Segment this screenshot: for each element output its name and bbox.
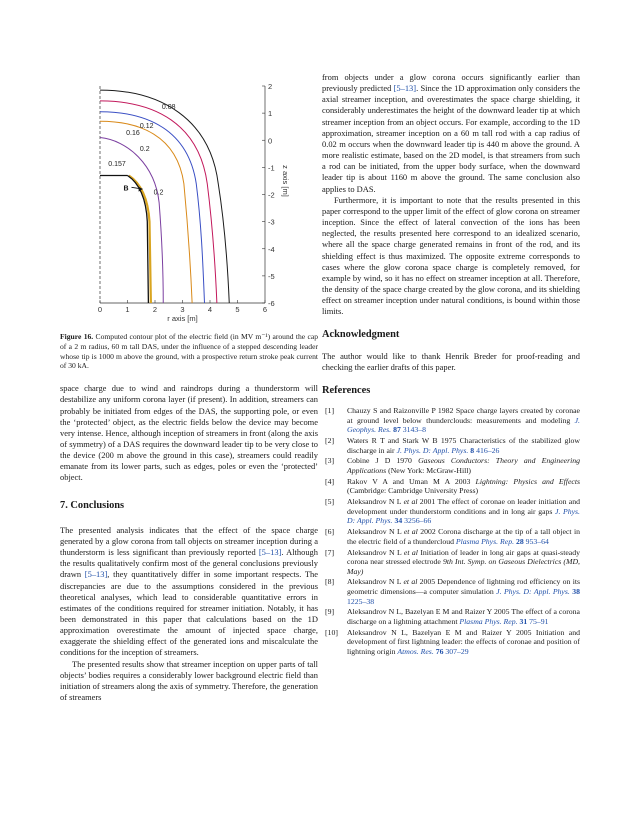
reference-fragment: Aleksandrov N L [347,547,404,557]
device-outline [128,176,149,303]
reference-text [347,406,580,435]
reference-item [322,607,580,626]
section-title-acknowledgment: Acknowledgment [322,329,400,341]
contour-line [100,112,205,303]
reference-link[interactable]: 3256–66 [402,516,432,526]
reference-fragment: Aleksandrov N L [347,527,404,537]
reference-fragment: et al [403,527,418,537]
reference-link[interactable]: 38 [569,587,580,597]
reference-text [347,548,580,577]
reference-link[interactable]: 307–29 [443,647,469,656]
y-tick-label: 2 [268,82,273,91]
reference-item [322,527,580,546]
reference-fragment: et al [403,497,418,507]
reference-text [347,436,580,455]
reference-item [322,477,580,496]
reference-number: [9] [325,607,335,617]
reference-fragment: Rakov V A and Uman M A 2003 [347,476,476,486]
reference-text [347,477,580,496]
reference-text [347,497,580,526]
reference-link[interactable]: Atmos. Res. [397,647,434,656]
x-axis-label: r axis [m] [167,314,198,323]
reference-fragment: 2002 Corona discharge at the tip of a tall object in the electric field of a thundercloud [347,527,581,546]
reference-number: [2] [325,436,335,446]
reference-link[interactable]: 34 [392,516,403,526]
reference-fragment: Gaseous Conductors: Theory and Engineering Applications [347,456,580,475]
reference-link[interactable]: 87 [391,425,401,435]
reference-number: [5] [325,497,335,507]
reference-link[interactable]: 1225–38 [347,596,375,606]
reference-item [322,548,580,577]
contour-plot [60,72,318,330]
reference-link[interactable]: 75–91 [527,617,549,627]
reference-fragment: Aleksandrov N L [347,497,404,507]
reference-fragment: Aleksandrov N L [347,577,404,587]
y-tick-label: -1 [268,163,275,173]
contour-value-label: 0.12 [139,123,154,131]
contour-value-label: 0.157 [108,161,126,169]
y-tick-label: -2 [268,190,275,200]
reference-link[interactable]: J. Geophys. Res. [347,415,580,435]
reference-text [347,527,580,546]
right-paragraph-2: Furthermore, it is important to note that the results presented in this paper correspond to the upper limit of the effect of glow corona on streamer inception. Since the effect of lateral convection of the ions has been neglected, the results presented here correspond to an idealized scenario, where all the space charge generated remains in front of the rod, and its shielding effect is thus maximized. The opposite extreme corresponds to cases where the glow corona space charge is completely removed, for example by wind, so it has no effect on streamer inception at all. Therefore, the density of the space charge created by the glow corona, and its shielding effect on streamer inception under natural conditions, is bound within those limits. [322,194,580,317]
reference-link[interactable]: Plasma Phys. Rep. [455,536,515,546]
figure-caption [60,332,318,371]
left-paragraph-2: The presented analysis indicates that the effect of the space charge generated by a glow corona from tall objects on streamer inception during a thunderstorm is less significant than previously reported [5–13]. Although the results qualitatively confirm most of the general conclusions previously drawn [5–13], they quantitatively differ in some important respects. The discrepancies are due to the assumptions considered in the previous theoretical analyses, which lead to considerable quantitative errors in estimates of the conditions required for streamer initiation. Notably, it has been demonstrated in this paper that calculations based on the 1D approximation overestimate the amount of injected space charge, exaggerate the shielding effect of the generated ions and miscalculate the conditions for the inception of streamers. [60,524,318,658]
reference-number: [8] [325,577,335,587]
x-tick-label: 3 [180,305,185,314]
reference-fragment: Chauzy S and Raizonville P 1982 Space charge layers created by coronae at ground level below thunderclouds: measurements and modeling [347,406,580,425]
reference-number: [6] [325,527,335,537]
y-tick-label: 0 [268,136,273,146]
x-tick-label: 2 [152,305,158,314]
reference-list [322,406,580,657]
reference-number: [4] [325,476,335,486]
reference-link[interactable]: 953–64 [523,536,549,546]
reference-fragment: 2005 Dependence of lightning rod efficiency on its geometric dimensions—a computer simulation [347,577,581,597]
citation-link[interactable]: [5–13] [258,547,282,558]
figure-16 [60,72,318,330]
acknowledgment-text: The author would like to thank Henrik Breder for proof-reading and checking the earlier drafts of this paper. [322,350,580,372]
section-title-references: References [322,384,371,396]
y-tick-label: -3 [268,217,275,227]
reference-number: [3] [325,456,335,466]
x-tick-label: 1 [125,305,130,314]
reference-fragment: et al [403,577,418,587]
reference-link[interactable]: J. Phys. D: Appl. Phys. [496,587,570,597]
reference-fragment: Aleksandrov N L, Bazelyan E M and Raizer Y 2005 Initiation and development of first lightning leader: the effects of coronae and position of lightning origin [347,627,580,656]
y-axis-label: z axis [m] [281,165,290,197]
x-tick-label: 4 [207,305,213,314]
reference-number: [7] [325,547,335,557]
right-paragraph-1: from objects under a glow corona occurs significantly earlier than previously predicted [5–13]. Since the 1D approximation only considers the axial streamer inception, and overestimates the space charge shielding, it considerably underestimates the height of the downward leader tip at which streamer inception from an object occurs. For example, according to the 1D approximation, streamer inception on a 60 m tall rod with a cap radius of 0.02 m occurs when the downward leader tip is 440 m above the ground. A more realistic estimate, based on the 2D model, is that streamers from such a rod can be initiated, from the upper body surface, when the downward leader tip is about 1160 m above the ground. The same conclusion also applies to DAS. [322,72,580,194]
contour-value-label: 0.08 [161,104,176,112]
citation-link[interactable]: [5–13] [393,83,417,94]
reference-item [322,577,580,606]
reference-fragment: Waters R T and Stark W B 1975 Characteristics of the stabilized glow discharge in air [347,436,580,455]
reference-fragment: Lightning: Physics and Effects [475,476,580,486]
section-title-conclusions: 7. Conclusions [60,499,125,511]
reference-item [322,436,580,455]
reference-fragment: 2001 The effect of coronae on leader initiation and development under thunderstorm conditions and in long air gaps [347,497,580,516]
reference-number: [10] [325,627,338,637]
point-b-label: B [123,185,129,193]
reference-fragment: Aleksandrov N L, Bazelyan E M and Raizer Y 2005 The effect of a corona discharge on a lightning attachment [347,607,580,627]
reference-text [347,628,580,657]
contour-value-label: 0.2 [153,189,164,197]
reference-text [347,607,580,626]
x-tick-label: 6 [262,305,268,314]
contour-value-label: 0.2 [139,146,150,154]
reference-item [322,497,580,526]
reference-text [347,577,580,606]
y-tick-label: -5 [268,271,275,281]
reference-text [347,456,580,475]
reference-item [322,456,580,475]
reference-item [322,628,580,657]
caption-label: Figure 16. [60,332,94,341]
reference-number: [1] [325,406,335,416]
y-tick-label: -6 [268,299,275,308]
reference-link[interactable]: J. Phys. D: Appl. Phys. [396,445,469,455]
contour-line [100,101,217,303]
left-paragraph-3: The presented results show that streamer inception on upper parts of tall objects’ bodies requires a considerably lower background electric field than initiation of streamers along the axis of symmetry. Therefore, the generation of streamers [60,658,318,703]
reference-fragment: Initiation of leader in long air gaps at quasi-steady corona near stressed electrode [347,547,580,567]
reference-link[interactable]: Plasma Phys. Rep. [459,617,518,627]
reference-link[interactable]: 28 [514,536,524,546]
x-tick-label: 5 [235,305,240,314]
contour-value-label: 0.16 [126,129,140,137]
reference-fragment: et al [403,547,418,557]
caption-text: Computed contour plot of the electric field (in MV m⁻¹) around the cap of a 2 m radius, 60 m tall DAS, under the influence of a stepped descending leader whose tip is 1000 m above the ground, with a prospective return stroke peak current of 30 kA. [60,332,318,371]
citation-link[interactable]: [5–13] [84,569,108,580]
reference-fragment: Cobine J D 1970 [347,456,419,466]
reference-link[interactable]: 416–26 [474,445,500,455]
y-tick-label: -4 [268,244,275,254]
reference-link[interactable]: 3143–8 [400,425,426,435]
left-column [60,72,318,703]
reference-link[interactable]: 8 [468,445,475,455]
left-paragraph-1: space charge due to wind and raindrops during a thunderstorm will destabilize any uniform corona layer (if present). In addition, streamers can probably be initiated from edges of the DAS, the supporting pole, or even the ‘protected’ object, as the electric fields below the device may become very intense. Hence, although inception of streamers in front (along the axis of symmetry) of a DAS requires the downward leader tip to be very close to the device (200 m above the ground in this case), streamers could readily emanate from its lower parts, such as edges, poles or even the ‘protected’ object. [60,383,318,483]
reference-fragment: (Cambridge: Cambridge University Press) [347,486,479,496]
reference-fragment: 9th Int. Symp. on Gaseous Dielectrics (MD, May) [347,557,580,576]
reference-link[interactable]: 31 [517,617,528,627]
y-tick-label: 1 [268,109,273,119]
reference-fragment: (New York: McGraw-Hill) [386,466,471,475]
x-tick-label: 0 [97,305,103,314]
reference-link[interactable]: 76 [433,647,444,656]
right-column [322,72,580,658]
reference-item [322,406,580,435]
reference-link[interactable]: J. Phys. D: Appl. Phys. [347,506,580,526]
